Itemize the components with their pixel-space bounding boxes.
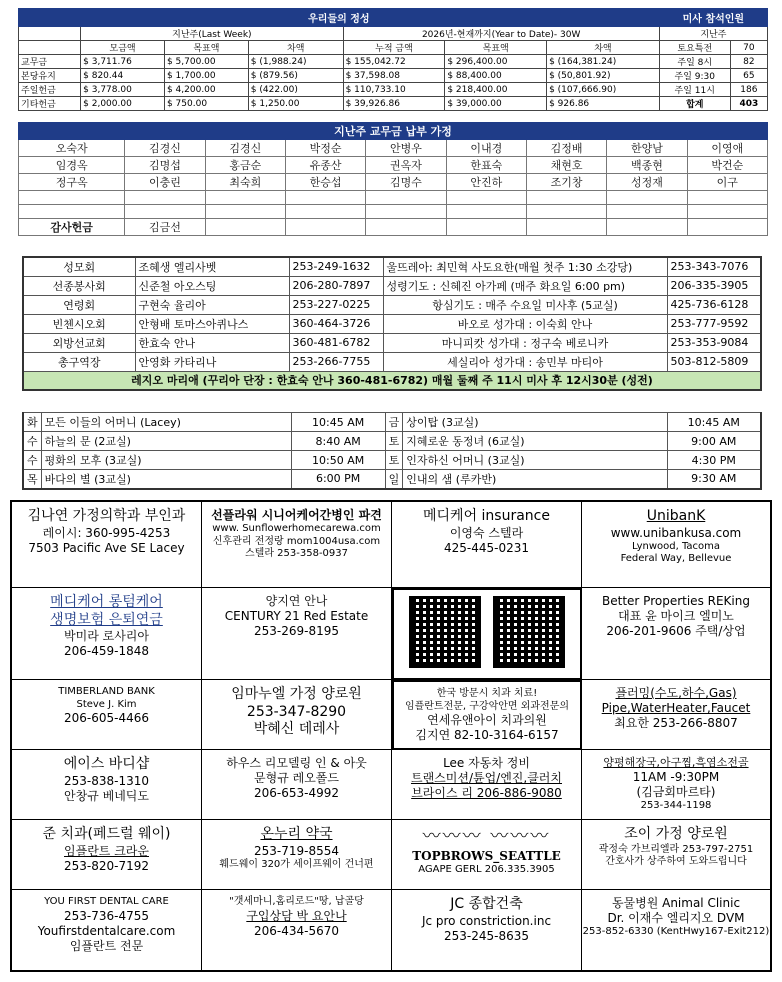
ad-jun-dental: 준 치과(페드럴 웨이) 임플란트 크라운 253-820-7192 bbox=[12, 820, 202, 890]
col-saturday: 토요특전 bbox=[659, 41, 730, 55]
col-diff-ytd: 차액 bbox=[547, 41, 660, 55]
contact-row: 빈첸시오회 안형배 토마스아퀴나스 360-464-3726 바오로 성가대 : 이숙희 안나 253-777-9592 bbox=[23, 314, 761, 333]
last-week-header: 지난주(Last Week) bbox=[81, 27, 343, 41]
ad-restaurant: 양평해장국,아구찜,흑염소전골 11AM -9:30PM (김금회마르타) 253-344-1198 bbox=[582, 750, 770, 820]
qr-code-icon bbox=[493, 596, 565, 668]
ad-bodyshop: 에이스 바디샵 253-838-1310 안창규 베네딕도 bbox=[12, 750, 202, 820]
ad-youfirst: YOU FIRST DENTAL CARE 253-736-4755 Youfirstdentalcare.com 임플란트 전문 bbox=[12, 890, 202, 970]
col-amount: 모금액 bbox=[81, 41, 165, 55]
donor-row: 정구옥 이충린 최숙희 한승섭 김명수 안진하 조기창 성정재 이구 bbox=[19, 174, 768, 191]
contact-row: 외방선교회 한효숙 안나 360-481-6782 마니피캇 성가대 : 정구숙 베로니카 253-353-9084 bbox=[23, 333, 761, 352]
col-cumulative: 누적 금액 bbox=[343, 41, 445, 55]
attendance-title: 미사 참석인원 bbox=[659, 9, 767, 27]
ad-pharmacy: 온누리 약국 253-719-8554 훼드웨이 320가 세이프웨이 건너편 bbox=[202, 820, 392, 890]
ad-medicare: 메디케어 insurance 이영숙 스텔라 425-445-0231 bbox=[392, 502, 582, 588]
ad-timberland: TIMBERLAND BANK Steve J. Kim 206-605-4466 bbox=[12, 680, 202, 750]
donor-row: 오숙자 김경신 김경신 박정순 안병우 이내경 김정배 한양남 이영애 bbox=[19, 140, 768, 157]
ad-realestate: 양지연 안나 CENTURY 21 Red Estate 253-269-8195 bbox=[202, 588, 392, 680]
qr-code-icon bbox=[409, 596, 481, 668]
ad-nursing-home: 임마누엘 가정 양로원 253-347-8290 박혜신 데레사 bbox=[202, 680, 392, 750]
schedule-row: 화 모든 이들의 어머니 (Lacey) 10:45 AM 금 상이탑 (3교실) 10:45 AM bbox=[23, 413, 761, 432]
ad-remodeling: 하우스 리모델링 인 & 아웃 문형규 레오폴드 206-653-4992 bbox=[202, 750, 392, 820]
ad-jc-construction: JC 종합건축 Jc pro constriction.inc 253-245-8635 bbox=[392, 890, 582, 970]
donors-title: 지난주 교무금 납부 가정 bbox=[19, 123, 768, 140]
ad-insurance: 메디케어 롱텀케어 생명보험 은퇴연금 박미라 로사리아 206-459-1848 bbox=[12, 588, 202, 680]
col-goal-ytd: 목표액 bbox=[445, 41, 547, 55]
ad-plumbing: 플러밍(수도,하수,Gas) Pipe,WaterHeater,Faucet 최요한 253-266-8807 bbox=[582, 680, 770, 750]
schedule-table bbox=[22, 412, 762, 490]
ad-animal-clinic: 동물병원 Animal Clinic Dr. 이재수 엘리지오 DVM 253-852-6330 (KentHwy167-Exit212) bbox=[582, 896, 770, 937]
ad-dental-korea: 한국 방문시 치과 치료! 임플란트전문, 구강악안면 외과전문의 연세유앤아이 치과의원 김지연 82-10-3164-6157 bbox=[392, 680, 582, 750]
ad-topbrows: 〰〰〰 〰〰〰 TOPBROWS_SEATTLE AGAPE GERL 206.335.3905 bbox=[392, 820, 582, 890]
contact-row: 선종봉사회 신준철 아오스팅 206-280-7897 성령기도 : 신혜진 아가페 (매주 화요일 6:00 pm) 206-335-3905 bbox=[23, 276, 761, 295]
contact-row: 총구역장 안영화 카타리나 253-266-7755 세실리아 성가대 : 송민부 마티아 503-812-5809 bbox=[23, 352, 761, 371]
ads-grid bbox=[10, 500, 772, 972]
eyelash-icon: 〰〰〰 〰〰〰 bbox=[422, 826, 551, 847]
contact-row: 연령회 구현숙 율리아 253-227-0225 항심기도 : 매주 수요일 미사후 (5교실) 425-736-6128 bbox=[23, 295, 761, 314]
contacts-table bbox=[22, 256, 762, 391]
finance-row: 기타헌금 $ 2,000.00 $ 750.00 $ 1,250.00 $ 39,926.86 $ 39,000.00 $ 926.86 합계 403 bbox=[19, 97, 768, 111]
ad-auto-repair: Lee 자동차 정비 트랜스미션/튠업/엔진,클러치 브라이스 리 206-886-9080 bbox=[392, 750, 582, 820]
schedule-row: 목 바다의 별 (3교실) 6:00 PM 일 인내의 샘 (루카반) 9:30 AM bbox=[23, 470, 761, 489]
schedule-row: 수 평화의 모후 (3교실) 10:50 AM 토 인자하신 어머니 (3교실) 4:30 PM bbox=[23, 451, 761, 470]
finance-row: 주일헌금 $ 3,778.00 $ 4,200.00 $ (422.00) $ 110,733.10 $ 218,400.00 $ (107,666.90) 주일 11시 186 bbox=[19, 83, 768, 97]
ad-better-properties: Better Properties REKing 대표 윤 마이크 엘미노 206-201-9606 주택/상업 bbox=[582, 588, 770, 680]
finance-title: 우리들의 정성 bbox=[19, 9, 660, 27]
donor-row: 임경옥 김명섭 홍금순 유종산 권옥자 한표숙 채현호 백종현 박건순 bbox=[19, 157, 768, 174]
finance-row: 교무금 $ 3,711.76 $ 5,700.00 $ (1,988.24) $ 155,042.72 $ 296,400.00 $ (164,381.24) 주일 8시 82 bbox=[19, 55, 768, 69]
ad-sunflower: 선플라워 시니어케어간병인 파견 www. Sunflowerhomecarewa.com 신후관리 전정랑 mom1004usa.com 스텔라 253-358-0937 bbox=[202, 502, 392, 588]
legio-banner: 레지오 마리애 (꾸리아 단장 : 한효숙 안나 360-481-6782) 매월 둘째 주 11시 미사 후 12시30분 (성전) bbox=[23, 371, 761, 390]
ad-qr-codes bbox=[392, 588, 582, 680]
ad-joy-home: 조이 가정 양로원 곽정숙 가브리엘라 253-797-2751 간호사가 상주하여 도와드립니다 bbox=[582, 820, 770, 890]
schedule-row: 수 하늘의 문 (2교실) 8:40 AM 토 지혜로운 동정녀 (6교실) 9:00 AM bbox=[23, 432, 761, 451]
col-goal: 목표액 bbox=[164, 41, 248, 55]
donor-row: 감사헌금 김금선 bbox=[19, 219, 768, 236]
saturday-count: 70 bbox=[730, 41, 767, 55]
contact-row: 성모회 조혜생 엘리사벳 253-249-1632 울뜨레아: 최민혁 사도요한(매월 첫주 1:30 소강당) 253-343-7076 bbox=[23, 257, 761, 276]
ad-clinic: 김나연 가정의학과 부인과 레이시: 360-995-4253 7503 Pacific Ave SE Lacey bbox=[12, 502, 202, 588]
finance-row: 본당유지 $ 820.44 $ 1,700.00 $ (879.56) $ 37,598.08 $ 88,400.00 $ (50,801.92) 주일 9:30 65 bbox=[19, 69, 768, 83]
ad-cemetery: "갯세마니,홈리로드"땅, 납골당 구입상담 박 요안나 206-434-5670 bbox=[202, 890, 392, 970]
finance-table bbox=[18, 8, 768, 111]
donors-table bbox=[18, 122, 768, 236]
attendance-last-week-header: 지난주 bbox=[659, 27, 767, 41]
col-diff: 차액 bbox=[248, 41, 343, 55]
ad-unibank: UnibanK www.unibankusa.com Lynwood, Tacoma Federal Way, Bellevue bbox=[582, 502, 770, 588]
ytd-header: 2026년-현재까지(Year to Date)- 30W bbox=[343, 27, 659, 41]
